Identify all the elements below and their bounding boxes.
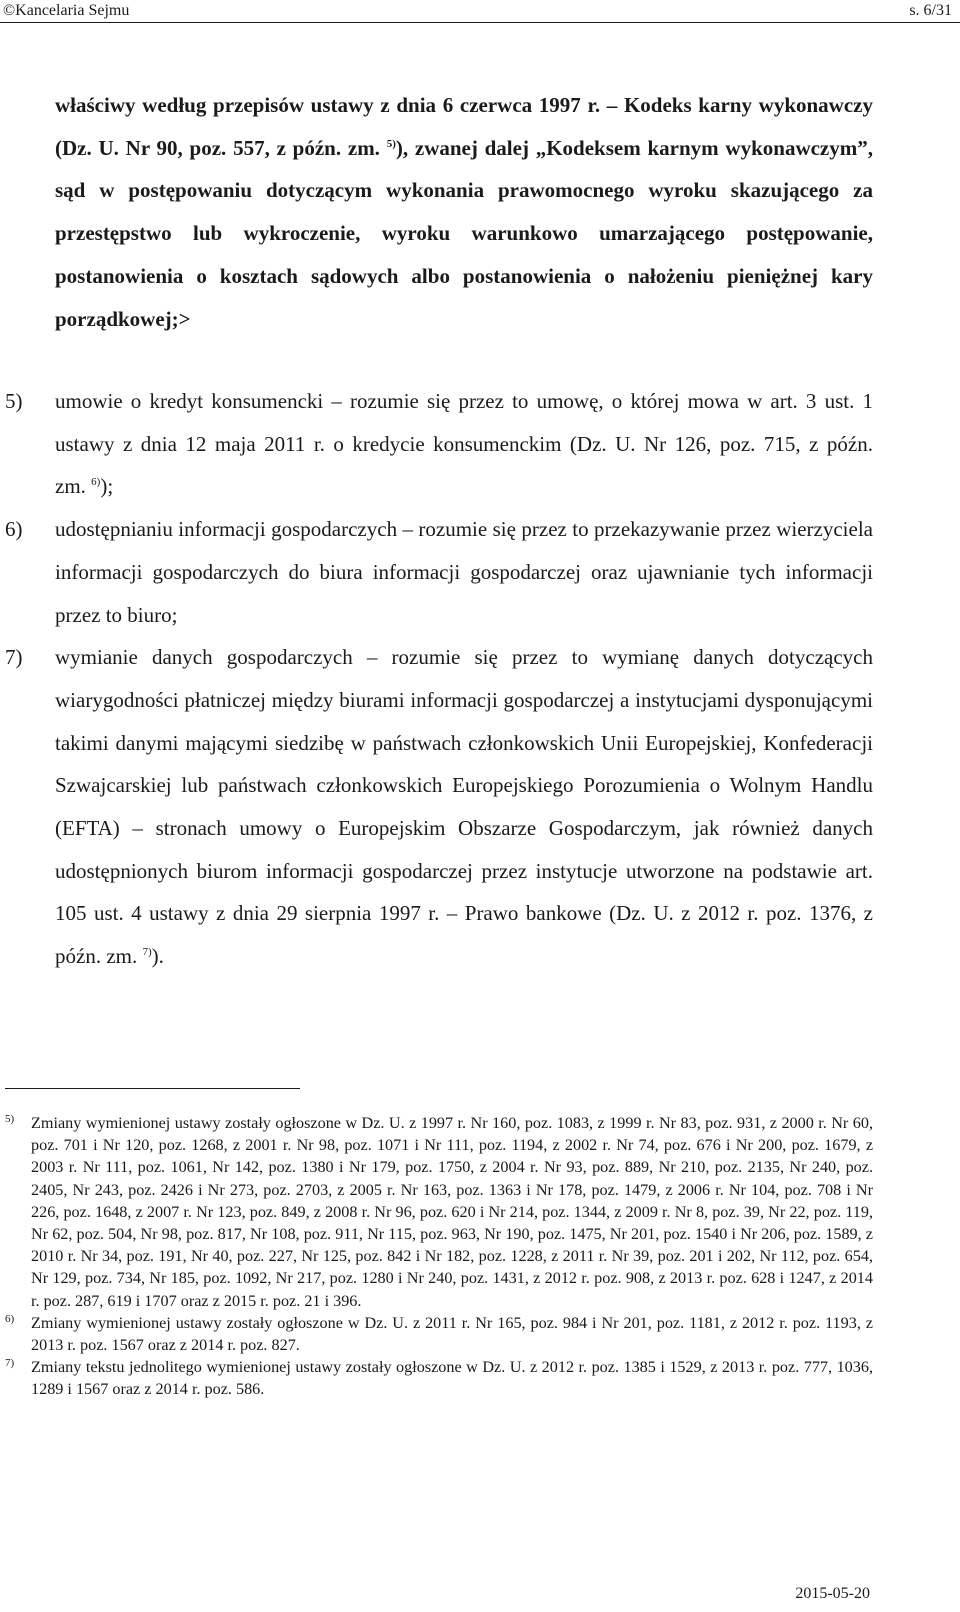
footnote-text: Zmiany wymienionej ustawy zostały ogłoszone w Dz. U. z 2011 r. Nr 165, poz. 984 i Nr 201, poz. 1181, z 2012 r. poz. 1193, z 2013 r. poz. 1567 oraz z 2014 r. poz. 827. <box>31 1313 873 1355</box>
list-item-number: 5) <box>5 389 23 413</box>
list-item <box>5 636 873 978</box>
footnote-ref-6[interactable]: 6) <box>91 476 101 489</box>
list-item-text-b: ); <box>100 474 114 499</box>
list-item-text-b: ). <box>151 944 164 969</box>
footnote-number: 7) <box>5 1357 15 1370</box>
list-item-number: 7) <box>5 645 23 670</box>
footnote <box>5 1356 873 1400</box>
footnote-text: Zmiany wymienionej ustawy zostały ogłoszone w Dz. U. z 1997 r. Nr 160, poz. 1083, z 1999 r. Nr 83, poz. 931, z 2000 r. Nr 60, poz. 701 i Nr 120, poz. 1268, z 2001 r. Nr 98, poz. 1071 i Nr 111, poz. 1194, z 2002 r. Nr 74, poz. 676 i Nr 200, poz. 1679, z 2003 r. Nr 111, poz. 1061, Nr 142, poz. 1380 i Nr 179, poz. 1750, z 2004 r. Nr 93, poz. 889, Nr 210, poz. 2135, Nr 240, poz. 2405, Nr 243, poz. 2426 i Nr 273, poz. 2703, z 2005 r. Nr 163, poz. 1363 i Nr 178, poz. 1479, z 2006 r. Nr 104, poz. 708 i Nr 226, poz. 1648, z 2007 r. Nr 123, poz. 849, z 2008 r. Nr 96, poz. 620 i Nr 214, poz. 1344, z 2009 r. Nr 8, poz. 39, Nr 22, poz. 119, Nr 62, poz. 504, Nr 98, poz. 817, Nr 108, poz. 911, Nr 115, poz. 963, Nr 190, poz. 1475, Nr 201, poz. 1540 i Nr 206, poz. 1589, z 2010 r. Nr 34, poz. 191, Nr 40, poz. 227, Nr 125, poz. 842 i Nr 182, poz. 1228, z 2011 r. Nr 39, poz. 201 i 202, Nr 112, poz. 654, Nr 129, poz. 734, Nr 185, poz. 1092, Nr 217, poz. 1280 i Nr 240, poz. 1431, z 2012 r. poz. 908, z 2013 r. poz. 628 i 1247, z 2014 r. poz. 287, 619 i 1707 oraz z 2015 r. poz. 21 i 396. <box>31 1114 873 1310</box>
footnotes <box>5 1112 873 1401</box>
list-item-text-a: udostępnianiu informacji gospodarczych – rozumie się przez to przekazywanie przez wierzyciela informacji gospodarczych do biura informacji gospodarczej oraz ujawnianie tych informacji przez to biuro; <box>55 517 873 627</box>
footnote-text: Zmiany tekstu jednolitego wymienionej ustawy zostały ogłoszone w Dz. U. z 2012 r. poz. 1385 i 1529, z 2013 r. poz. 777, 1036, 1289 i 1567 oraz z 2014 r. poz. 586. <box>31 1358 873 1399</box>
list-item-text-a: wymianie danych gospodarczych – rozumie się przez to wymianę danych dotyczących wiarygodności płatniczej między biurami informacji gospodarczej a instytucjami dysponującymi takimi danymi mającymi siedzibę w państwach członkowskich Unii Europejskiej, Konfederacji Szwajcarskiej lub państwach członkowskich Europejskiego Porozumienia o Wolnym Handlu (EFTA) – stronach umowy o Europejskim Obszarze Gospodarczym, jak również danych udostępnionych biurom informacji gospodarczej przez instytucje utworzone na podstawie art. 105 ust. 4 ustawy z dnia 29 sierpnia 1997 r. – Prawo bankowe (Dz. U. z 2012 r. poz. 1376, z późn. zm. <box>55 645 873 969</box>
list-item <box>5 380 873 508</box>
definition-list <box>5 380 873 978</box>
footnote <box>5 1112 873 1312</box>
footnote-number: 5) <box>5 1113 15 1125</box>
list-item-text-a: umowie o kredyt konsumencki – rozumie się przez to umowę, o której mowa w art. 3 ust. 1 ustawy z dnia 12 maja 2011 r. o kredycie konsumenckim (Dz. U. Nr 126, poz. 715, z późn. zm. <box>55 389 873 499</box>
footnote <box>5 1312 873 1356</box>
document-date: 2015-05-20 <box>795 1585 870 1602</box>
list-item-text <box>55 636 873 978</box>
continued-paragraph-text-a: właściwy według przepisów ustawy z dnia 6 czerwca 1997 r. – Kodeks karny wykonawczy (Dz. U. Nr 90, poz. 557, z późn. zm. <box>55 93 873 160</box>
continued-paragraph-text-b: ), zwanej dalej „Kodeksem karnym wykonawczym”, sąd w postępowaniu dotyczącym wykonania prawomocnego wyroku skazującego za przestępstwo lub wykroczenie, wyroku warunkowo umarzającego postępowanie, postanowienia o kosztach sądowych albo postanowienia o nałożeniu pieniężnej kary porządkowej;> <box>55 135 873 331</box>
footnote-separator <box>5 1088 300 1089</box>
list-item-text <box>55 508 873 636</box>
header-divider <box>0 22 960 23</box>
footnote-ref-7[interactable]: 7) <box>142 946 152 959</box>
footnote-ref-5[interactable]: 5) <box>386 137 396 150</box>
list-item <box>5 508 873 636</box>
header-source: ©Kancelaria Sejmu <box>3 2 130 19</box>
list-item-text <box>55 380 873 508</box>
footnote-number: 6) <box>5 1312 15 1325</box>
continued-paragraph <box>55 84 873 340</box>
header-page-number: s. 6/31 <box>909 2 952 19</box>
list-item-number: 6) <box>5 517 23 542</box>
